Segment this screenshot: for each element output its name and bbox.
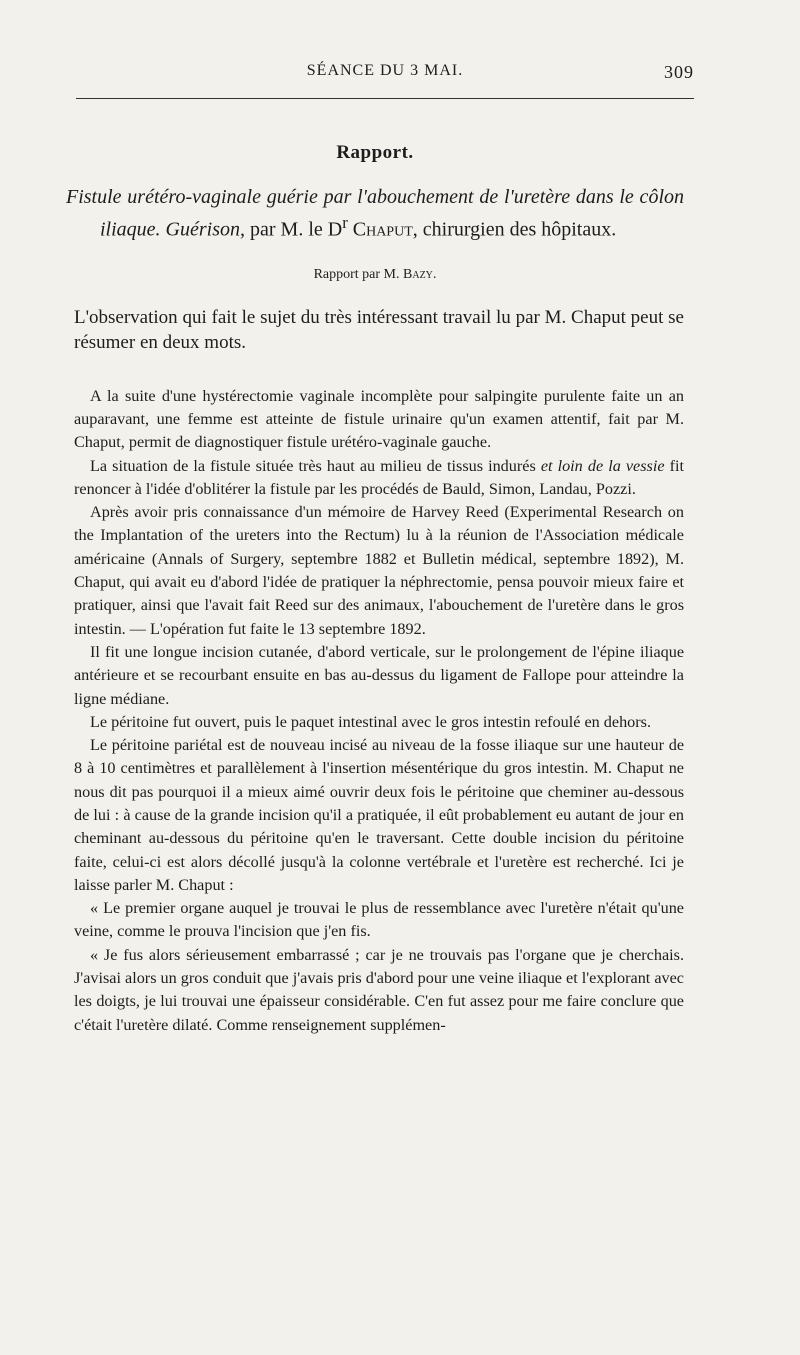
byline-name: Bazy [403,266,433,282]
paper-title-author: Chaput [352,218,413,241]
header-rule [76,98,694,99]
paragraph-2-post: fit renoncer à l'idée d'oblitérer la fistule par les procédés de Bauld, Simon, Landau, Pozzi. [74,456,684,498]
running-title: SÉANCE DU 3 MAI. [306,62,464,79]
paragraph-7: « Le premier organe auquel je trouvai le plus de ressemblance avec l'uretère n'était qu'une veine, comme le prouva l'incision que j'en fis. [74,899,684,941]
lead-paragraph: L'observation qui fait le sujet du très intéressant travail lu par M. Chaput peut se résumer en deux mots. [74,306,684,353]
running-head [76,62,694,86]
paragraph-3: Après avoir pris connaissance d'un mémoire de Harvey Reed (Experimental Research on the Implantation of the ureters into the Rectum) lu à la réunion de l'Association médicale américaine (Annals of Surgery, septembre 1882 et Bulletin médical, septembre 1892), M. Chaput, qui avait eu d'abord l'idée de pratiquer la néphrectomie, pensa pouvoir mieux faire et pratiquer, ainsi que l'avait fait Reed sur des animaux, l'abouchement de l'uretère dans le gros intestin. — L'opération fut faite le 13 septembre 1892. [74,503,684,638]
paragraph-4: Il fit une longue incision cutanée, d'abord verticale, sur le prolongement de l'épine iliaque antérieure et se recourbant ensuite en bas au-dessus du ligament de Fallope pour atteindre la ligne médiane. [74,642,684,708]
body [66,385,684,1037]
byline [66,267,684,283]
paragraph-8: « Je fus alors sérieusement embarrassé ; car je ne trouvais pas l'organe que je cherchais. J'avisai alors un gros conduit que j'avais pris d'abord pour une veine iliaque et l'explorant avec les doigts, je lui trouvai une épaisseur considérable. C'en fut assez pour me faire conclure que c'était l'uretère dilaté. Comme renseignement supplémen- [74,945,684,1034]
paragraph-5: Le péritoine fut ouvert, puis le paquet intestinal avec le gros intestin refoulé en dehors. [90,712,651,731]
paper-title-superscript: r [342,213,348,232]
paper-title-italic: Fistule urétéro-vaginale guérie par l'abouchement de l'uretère dans le côlon iliaque. Guérison, [66,186,684,241]
paragraph-2-pre: La situation de la fistule située très haut au milieu de tissus indurés [90,456,541,475]
paper-title-suffix: , chirurgien des hôpitaux. [412,218,617,241]
paper-title [66,184,684,243]
page-number: 309 [664,62,694,82]
paragraph-1: A la suite d'une hystérectomie vaginale incomplète pour salpingite purulente faite un an auparavant, une femme est atteinte de fistule urinaire qu'un examen attentif, fait par M. Chaput, permit de diagnostiquer fistule urétéro-vaginale gauche. [74,386,684,452]
byline-prefix: Rapport par M. [313,266,404,282]
paragraph-2 [66,455,684,502]
paragraph-6: Le péritoine pariétal est de nouveau incisé au niveau de la fosse iliaque sur une hauteur de 8 à 10 centimètres et parallèlement à l'insertion mésentérique du gros intestin. M. Chaput ne nous dit pas pourquoi il a mieux aimé ouvrir deux fois le péritoine que cheminer au-dessous de lui : à cause de la grande incision qu'il a pratiquée, il eût probablement eu autant de jour en cheminant au-dessous du péritoine qu'en le traversant. Cette double incision du péritoine faite, celui-ci est alors décollé jusqu'à la colonne vertébrale et l'uretère est recherché. Ici je laisse parler M. Chaput : [74,736,684,894]
byline-suffix: . [432,266,437,282]
section-title: Rapport. [336,142,414,163]
paragraph-2-italic: et loin de la vessie [540,456,665,475]
content [66,142,684,1037]
paper-title-prefix: par M. le D [245,218,343,241]
